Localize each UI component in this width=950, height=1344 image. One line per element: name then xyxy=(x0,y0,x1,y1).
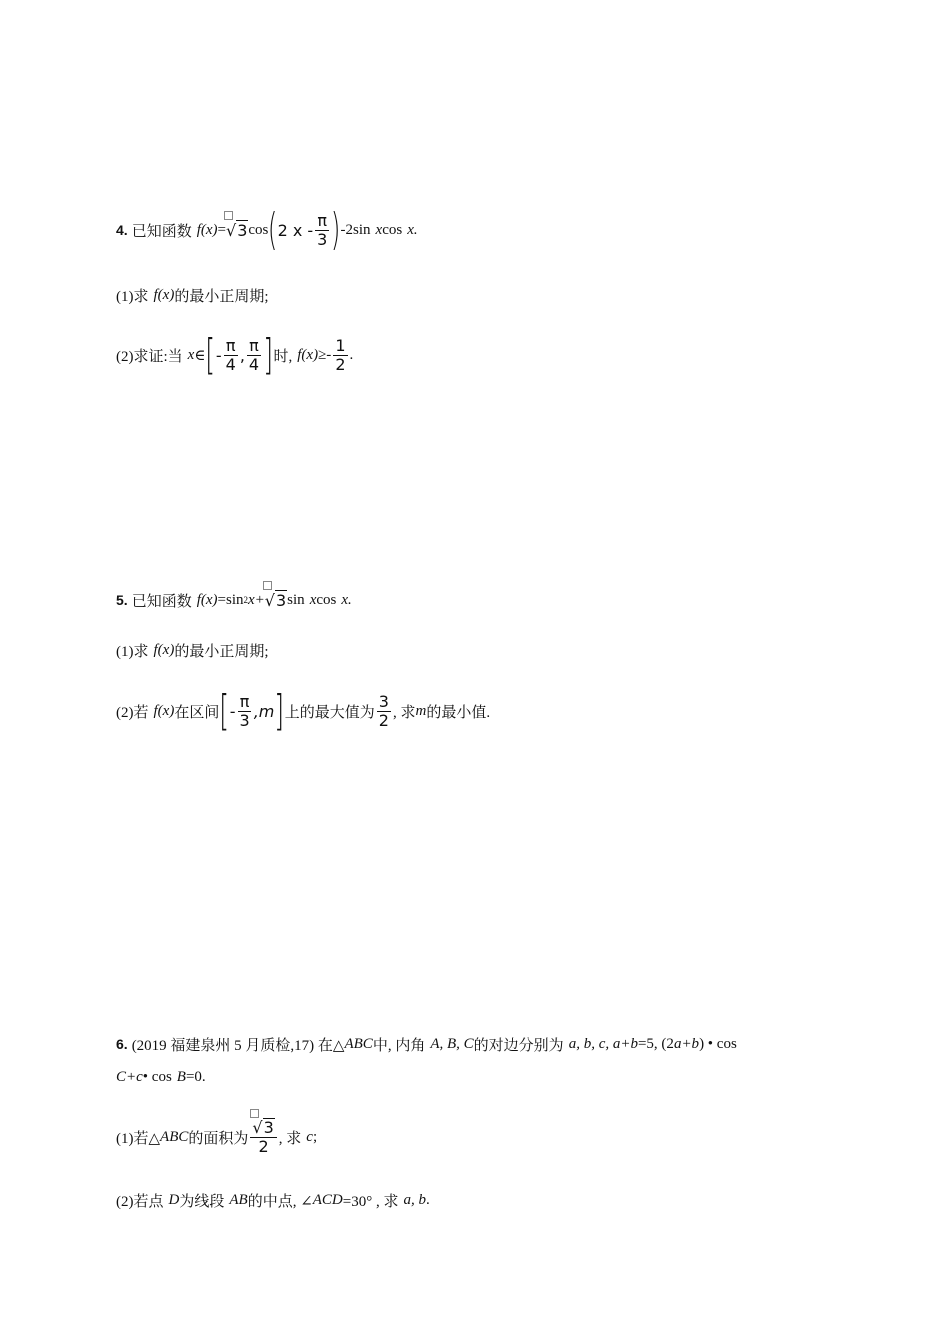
triangle-abc: ABC xyxy=(160,1128,189,1145)
element-of: ∈ xyxy=(194,347,206,364)
right-bracket-icon: ] xyxy=(274,686,285,735)
var-m-2: m xyxy=(415,702,427,719)
function-name: f(x) xyxy=(297,346,319,363)
var-b: B xyxy=(176,1068,186,1085)
problem-5-statement xyxy=(116,588,352,612)
right-paren-icon: ) xyxy=(331,204,341,255)
problem-6-part-1 xyxy=(116,1112,317,1162)
var-x: x xyxy=(187,346,195,363)
problem-6-statement-line-1 xyxy=(116,1032,737,1056)
placeholder-box-icon xyxy=(263,581,272,590)
function-name: f(x) xyxy=(153,286,175,303)
part-label: (2)若点 xyxy=(116,1193,164,1210)
equals-sin: =sin xyxy=(217,591,244,608)
interval-text: 在区间 xyxy=(174,704,220,721)
function-name: f(x) xyxy=(153,641,175,658)
problem-number: 5. xyxy=(116,592,128,608)
sin-func: sin xyxy=(287,591,305,608)
geq-sign: ≥- xyxy=(318,346,332,363)
problem-6-part-2 xyxy=(116,1188,430,1212)
problem-5-part-2 xyxy=(116,686,490,736)
equals: = xyxy=(217,221,226,238)
problem-number: 6. xyxy=(116,1036,128,1052)
fraction-3-over-2: $\frac{3}{2}$ xyxy=(378,691,389,730)
cos-part-2: • cos xyxy=(142,1068,172,1085)
ask-text: , 求 xyxy=(392,704,416,721)
placeholder-box-icon xyxy=(250,1109,259,1118)
triangle-abc: ABC xyxy=(344,1035,373,1052)
var-x-end: x. xyxy=(407,221,418,238)
cos-func: cos xyxy=(248,221,269,238)
problem-4-statement xyxy=(116,205,418,255)
argument-2x: 2 x - xyxy=(277,220,314,240)
c-plus-c: C+c xyxy=(116,1068,143,1085)
part-text: 的最小正周期; xyxy=(174,643,269,660)
left-bracket-icon: [ xyxy=(219,686,230,735)
minus-sign: - xyxy=(215,345,222,365)
equals-zero: =0. xyxy=(185,1068,206,1085)
fraction-pi-over-4-b: $\frac{\pi}{4}$ xyxy=(248,335,260,374)
sqrt-3: √ 3 xyxy=(252,1118,274,1137)
sqrt-3: √ 3 xyxy=(265,590,287,610)
period: . xyxy=(349,346,354,363)
sides-abc: a, b, c, a+b xyxy=(568,1035,638,1052)
part-label: (1)求 xyxy=(116,643,149,660)
problem-5-part-1 xyxy=(116,638,269,662)
part-label: (1)求 xyxy=(116,288,149,305)
equation-part: =5, (2 xyxy=(637,1035,674,1052)
text-angles: 中, 内角 xyxy=(372,1037,426,1054)
fraction-sqrt3-over-2: √ 3 2 xyxy=(250,1118,276,1156)
angle-value: =30° , 求 xyxy=(342,1193,399,1210)
vars-a-b: a, b xyxy=(403,1191,426,1208)
right-bracket-icon: ] xyxy=(263,330,274,379)
area-text: 的面积为 xyxy=(188,1130,249,1147)
cos-func-2: cos xyxy=(382,221,403,238)
var-x-end: x. xyxy=(341,591,352,608)
comma: , xyxy=(239,345,245,365)
ask-text: , 求 xyxy=(278,1130,302,1147)
superscript-2: 2 xyxy=(243,595,248,605)
fraction-pi-over-3: $\frac{\pi}{3}$ xyxy=(317,210,328,249)
part-label: (1)若△ xyxy=(116,1130,161,1147)
minus-sign: - xyxy=(229,701,236,721)
function-name: f(x) xyxy=(153,702,175,719)
problem-number: 4. xyxy=(116,222,128,238)
var-m: ,m xyxy=(253,701,275,721)
placeholder-box-icon xyxy=(224,211,233,220)
fraction-one-half: $\frac{1}{2}$ xyxy=(335,335,346,374)
problem-6-statement-line-2 xyxy=(116,1065,206,1089)
source-text: (2019 福建泉州 5 月质检,17) 在△ xyxy=(131,1037,345,1054)
tail-term: -2sin xyxy=(340,221,371,238)
segment-ab: AB xyxy=(229,1191,248,1208)
var-x: x xyxy=(309,591,317,608)
function-name: f(x) xyxy=(196,591,218,608)
angle-acd: ACD xyxy=(312,1191,343,1208)
period: . xyxy=(425,1191,430,1208)
left-bracket-icon: [ xyxy=(205,330,216,379)
text-sides: 的对边分别为 xyxy=(473,1037,564,1054)
part-text: 的最小正周期; xyxy=(174,288,269,305)
cos-part: ) • cos xyxy=(699,1035,737,1052)
problem-intro: 已知函数 xyxy=(131,223,192,240)
var-c: c xyxy=(306,1128,313,1145)
function-name: f(x) xyxy=(196,221,218,238)
point-d: D xyxy=(168,1191,180,1208)
fraction-pi-over-4: $\frac{\pi}{4}$ xyxy=(225,335,236,374)
fraction-pi-over-3: $\frac{\pi}{3}$ xyxy=(239,691,250,730)
a-plus-b: a+b xyxy=(673,1035,700,1052)
var-x: x xyxy=(375,221,383,238)
x-plus: x+ xyxy=(248,591,265,608)
when-text: 时, xyxy=(273,348,293,365)
segment-text: 为线段 xyxy=(179,1193,225,1210)
min-text: 的最小值. xyxy=(426,704,491,721)
problem-4-part-2 xyxy=(116,330,353,380)
part-label: (2)若 xyxy=(116,704,149,721)
problem-4-part-1 xyxy=(116,283,269,307)
angles-abc: A, B, C xyxy=(430,1035,474,1052)
sqrt-3: √ 3 xyxy=(226,220,248,240)
left-paren-icon: ( xyxy=(268,204,278,255)
cos-func: cos xyxy=(316,591,337,608)
problem-intro: 已知函数 xyxy=(131,593,192,610)
max-text: 上的最大值为 xyxy=(284,704,375,721)
semicolon: ; xyxy=(312,1128,318,1145)
midpoint-text: 的中点, ∠ xyxy=(247,1193,313,1210)
part-label: (2)求证:当 xyxy=(116,348,183,365)
